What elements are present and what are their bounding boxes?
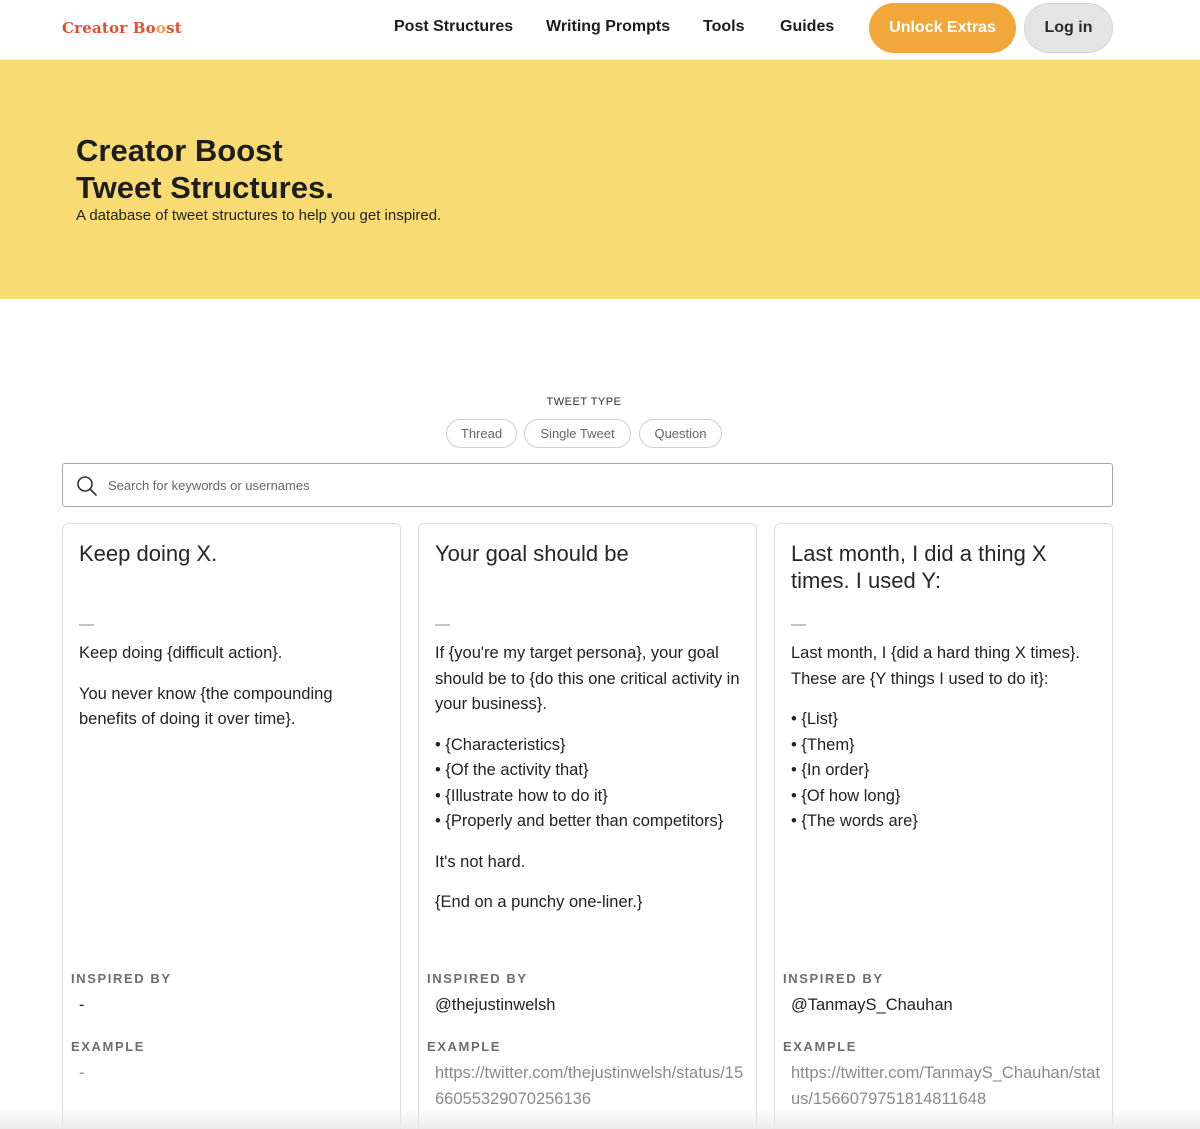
list-item: • {Of how long}	[791, 784, 1101, 810]
card-divider: —	[79, 616, 94, 633]
card-title: Last month, I did a thing X times. I used Y:	[791, 541, 1047, 593]
list-item: • {Properly and better than competitors}	[435, 809, 745, 835]
inspired-by-label: INSPIRED BY	[427, 971, 528, 986]
card-paragraph: You never know {the compounding benefits of doing it over time}.	[79, 684, 333, 728]
card-bullet-list	[791, 707, 1101, 835]
search-icon	[76, 475, 98, 497]
search-bar	[62, 463, 1113, 507]
list-item: • {Characteristics}	[435, 733, 745, 759]
example-label: EXAMPLE	[783, 1039, 858, 1054]
page-subtitle: A database of tweet structures to help you get inspired.	[76, 207, 442, 224]
card-paragraph: Keep doing {difficult action}.	[79, 644, 283, 662]
card-paragraph: If {you're my target persona}, your goal should be to {do this one critical activity in your business}.	[435, 644, 740, 713]
example-label: EXAMPLE	[427, 1039, 502, 1054]
inspired-by-value: -	[79, 996, 85, 1014]
card-paragraph: Last month, I {did a hard thing X times}. These are {Y things I used to do it}:	[791, 644, 1080, 688]
structure-card[interactable]	[774, 523, 1113, 1129]
chip-thread[interactable]: Thread	[446, 419, 517, 448]
hero-banner	[0, 60, 1200, 299]
card-body	[791, 641, 1101, 850]
inspired-by-label: INSPIRED BY	[71, 971, 172, 986]
card-body	[79, 641, 389, 748]
logo-text-end: st	[166, 19, 182, 37]
inspired-by-label: INSPIRED BY	[783, 971, 884, 986]
nav-link-tools[interactable]: Tools	[703, 18, 745, 35]
card-paragraph: {End on a punchy one-liner.}	[435, 893, 643, 911]
top-navigation	[0, 0, 1200, 60]
nav-link-writing-prompts[interactable]: Writing Prompts	[546, 18, 671, 35]
list-item: • {Illustrate how to do it}	[435, 784, 745, 810]
card-divider: —	[791, 616, 806, 633]
chip-single-tweet[interactable]: Single Tweet	[524, 419, 631, 448]
list-item: • {Them}	[791, 733, 1101, 759]
example-value: -	[79, 1064, 85, 1082]
logo[interactable]	[62, 19, 182, 37]
card-title: Keep doing X.	[79, 541, 218, 566]
logo-text: Creator Bo	[62, 19, 156, 37]
structure-card[interactable]	[62, 523, 401, 1129]
login-button[interactable]: Log in	[1024, 3, 1113, 53]
structure-card[interactable]	[418, 523, 757, 1129]
chip-question[interactable]: Question	[639, 419, 722, 448]
inspired-by-value[interactable]: @TanmayS_Chauhan	[791, 996, 953, 1014]
card-paragraph: It's not hard.	[435, 852, 526, 871]
example-link[interactable]: https://twitter.com/thejustinwelsh/status/1566055329070256136	[435, 1064, 744, 1108]
nav-link-post-structures[interactable]: Post Structures	[394, 18, 514, 35]
list-item: • {List}	[791, 707, 1101, 733]
page-title-line-2: Tweet Structures.	[76, 170, 334, 205]
list-item: • {The words are}	[791, 809, 1101, 835]
nav-link-guides[interactable]: Guides	[780, 18, 835, 35]
card-bullet-list	[435, 733, 745, 835]
page-title	[76, 132, 334, 206]
card-title: Your goal should be	[435, 541, 629, 566]
logo-accent: o	[155, 19, 167, 37]
card-divider: —	[435, 616, 450, 633]
list-item: • {In order}	[791, 758, 1101, 784]
page-title-line-1: Creator Boost	[76, 133, 283, 168]
search-input[interactable]	[108, 472, 1088, 498]
card-body	[435, 641, 745, 931]
unlock-extras-button[interactable]: Unlock Extras	[869, 3, 1016, 53]
inspired-by-value[interactable]: @thejustinwelsh	[435, 996, 556, 1014]
example-label: EXAMPLE	[71, 1039, 146, 1054]
list-item: • {Of the activity that}	[435, 758, 745, 784]
example-link[interactable]: https://twitter.com/TanmayS_Chauhan/status/1566079751814811648	[791, 1064, 1101, 1108]
tweet-type-label: TWEET TYPE	[546, 396, 622, 408]
